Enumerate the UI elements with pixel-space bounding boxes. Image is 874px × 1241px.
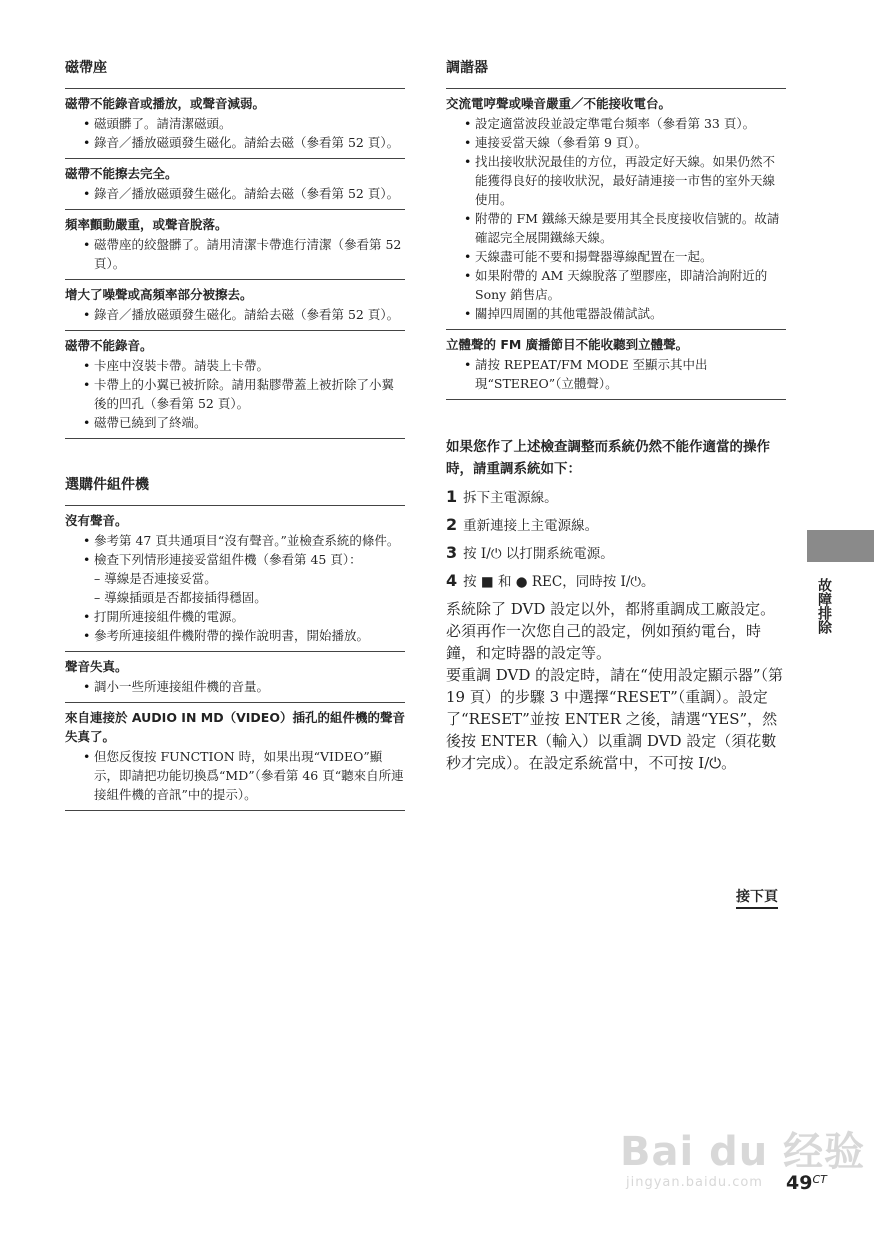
issue-heading: 磁帶不能錄音或播放，或聲音減弱。 xyxy=(65,96,266,111)
page-number xyxy=(786,1172,827,1194)
reset-step xyxy=(446,570,786,593)
issue-item: • 連接妥當天線（參看第 9 頁）。 xyxy=(446,133,786,152)
step-number: 4 xyxy=(446,571,458,590)
issue-item: • 卡帶上的小翼已被折除。請用黏膠帶蓋上被折除了小翼後的凹孔（參看第 52 頁）。 xyxy=(65,375,405,413)
issue-item: • 找出接收狀況最佳的方位，再設定好天線。如果仍然不能獲得良好的接收狀況，最好請連接一市售的室外天線使用。 xyxy=(446,152,786,209)
step-number: 2 xyxy=(446,515,458,534)
reset-step xyxy=(446,514,786,537)
issue-item: • 參考所連接組件機附帶的操作說明書，開始播放。 xyxy=(65,626,405,645)
issue-item: • 請按 REPEAT/FM MODE 至顯示其中出現“STEREO”（立體聲）。 xyxy=(446,355,786,393)
issue-block xyxy=(65,158,405,209)
issue-item: • 卡座中沒裝卡帶。請裝上卡帶。 xyxy=(65,356,405,375)
step-number: 1 xyxy=(446,487,458,506)
issue-heading: 沒有聲音。 xyxy=(65,513,128,528)
issue-block xyxy=(65,505,405,651)
step-text: 按 I/⏻ 以打開系統電源。 xyxy=(463,546,614,562)
issue-item: • 磁帶已繞到了終端。 xyxy=(65,413,405,432)
issue-item: • 關掉四周圍的其他電器設備試試。 xyxy=(446,304,786,323)
issue-item: • 但您反復按 FUNCTION 時，如果出現“VIDEO”顯示，即請把功能切換爲“MD”（參看第 46 頁“聽來自所連接組件機的音訊”中的提示）。 xyxy=(65,747,405,804)
issue-item: • 錄音／播放磁頭發生磁化。請給去磁（參看第 52 頁）。 xyxy=(65,305,405,324)
step-number: 3 xyxy=(446,543,458,562)
section-title-tape: 磁帶座 xyxy=(65,60,107,76)
issue-item: • 參考第 47 頁共通項目“沒有聲音。”並檢查系統的條件。 xyxy=(65,531,405,550)
section-title-tuner: 調諧器 xyxy=(446,60,488,76)
dvd-reset-note: 要重調 DVD 的設定時，請在“使用設定顯示器”（第 19 頁）的步驟 3 中選擇“RESET”（重調）。設定了“RESET”並按 ENTER 之後，請選“YES”，然後按 ENTER（輸入）以重調 DVD 設定（須花數秒才完成）。在設定系統當中，不可按 I/⏻。 xyxy=(446,666,783,772)
issue-block xyxy=(446,329,786,400)
issue-block xyxy=(65,651,405,702)
continued-label: 接下頁 xyxy=(736,886,778,909)
watermark-url: jingyan.baidu.com xyxy=(626,1175,763,1190)
issue-block xyxy=(65,209,405,279)
step-text: 拆下主電源線。 xyxy=(463,490,558,506)
section-tab xyxy=(807,530,874,562)
watermark xyxy=(620,1120,865,1190)
issue-item: • 磁帶座的絞盤髒了。請用清潔卡帶進行清潔（參看第 52 頁）。 xyxy=(65,235,405,273)
issue-item: • 錄音／播放磁頭發生磁化。請給去磁（參看第 52 頁）。 xyxy=(65,184,405,203)
issue-item: • 設定適當波段並設定準電台頻率（參看第 33 頁）。 xyxy=(446,114,786,133)
side-section-label: 故障排除 xyxy=(816,578,832,634)
issue-item: • 如果附帶的 AM 天線脫落了塑膠座，即請洽詢附近的 Sony 銷售店。 xyxy=(446,266,786,304)
issue-heading: 交流電哼聲或噪音嚴重／不能接收電台。 xyxy=(446,96,672,111)
issue-heading: 頻率顫動嚴重，或聲音脫落。 xyxy=(65,217,228,232)
issue-heading: 聲音失真。 xyxy=(65,659,128,674)
left-column xyxy=(65,58,405,811)
issue-item: • 天線盡可能不要和揚聲器導線配置在一起。 xyxy=(446,247,786,266)
issue-subitem: – 導線是否連接妥當。 xyxy=(94,571,217,586)
issue-block xyxy=(65,279,405,330)
issue-item: • 調小一些所連接組件機的音量。 xyxy=(65,677,405,696)
issue-heading: 磁帶不能擦去完全。 xyxy=(65,166,178,181)
issue-item: • 打開所連接組件機的電源。 xyxy=(65,607,405,626)
issue-block xyxy=(65,330,405,439)
issue-heading: 增大了噪聲或高頻率部分被擦去。 xyxy=(65,287,253,302)
issue-block xyxy=(446,88,786,329)
issue-subitem: – 導線插頭是否都接插得穩固。 xyxy=(94,590,267,605)
issue-heading: 磁帶不能錄音。 xyxy=(65,338,153,353)
right-column xyxy=(446,58,786,774)
issue-item: • 檢查下列情形連接妥當組件機（參看第 45 頁）： xyxy=(65,550,405,569)
reset-step xyxy=(446,542,786,565)
page-number-value: 49 xyxy=(786,1172,813,1194)
step-text: 重新連接上主電源線。 xyxy=(463,518,599,534)
reset-step xyxy=(446,486,786,509)
issue-block xyxy=(65,88,405,158)
reset-note: 系統除了 DVD 設定以外，都將重調成工廠設定。必須再作一次您自己的設定，例如預約電台，時鐘，和定時器的設定等。 xyxy=(446,600,776,662)
issue-block xyxy=(65,702,405,811)
issue-item: • 磁頭髒了。請清潔磁頭。 xyxy=(65,114,405,133)
issue-item: • 附帶的 FM 鐵絲天線是要用其全長度接收信號的。故請確認完全展開鐵絲天線。 xyxy=(446,209,786,247)
issue-heading: 立體聲的 FM 廣播節目不能收聽到立體聲。 xyxy=(446,337,689,352)
reset-intro: 如果您作了上述檢查調整而系統仍然不能作適當的操作時，請重調系統如下： xyxy=(446,439,770,477)
section-title-optional: 選購件組件機 xyxy=(65,477,149,493)
page-number-suffix: CT xyxy=(812,1173,827,1186)
issue-item: • 錄音／播放磁頭發生磁化。請給去磁（參看第 52 頁）。 xyxy=(65,133,405,152)
watermark-brand: Bai du 经验 xyxy=(620,1129,866,1175)
step-text: 按 ■ 和 ● REC，同時按 I/⏻。 xyxy=(463,574,655,590)
issue-heading: 來自連接於 AUDIO IN MD（VIDEO）插孔的組件機的聲音失真了。 xyxy=(65,710,405,744)
